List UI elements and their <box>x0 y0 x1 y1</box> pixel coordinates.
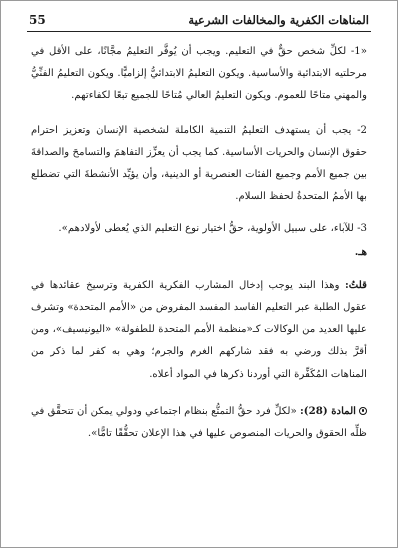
page-number: 55 <box>29 13 46 27</box>
paragraph-2: 2- يجب أن يستهدف التعليمُ التنمية الكاملة لشخصية الإنسان وتعزيز احترام حقوق الإنسان والحريات الأساسية. كما يجب أن يعزِّز التفاهمَ والتسامحَ والصداقةَ بين جميع الأمم وجميع الفئات العنصرية أو الدينية، وأن يؤيِّد الأنشطةَ التي تضطلع بها الأممُ المتحدةُ لحفظ السلام. <box>31 124 367 203</box>
article-paragraph <box>31 400 367 445</box>
commentary-label: قلتُ: <box>344 278 367 291</box>
running-header <box>29 11 369 29</box>
paragraph-3: 3- للآباء، على سبيل الأولوية، حقُّ اختيار نوع التعليم الذي يُعطى لأولادهم». <box>58 223 367 235</box>
header-title: المناهات الكفرية والمخالفات الشرعية <box>188 13 369 27</box>
end-mark: هـ. <box>354 245 367 258</box>
body-text <box>31 41 367 445</box>
article-text: «لكلِّ فرد حقُّ التمتُّع بنظام اجتماعي ودولي يمكن أن تتحقَّق في ظلِّه الحقوق والحريات المنصوص عليها في هذا الإعلان تحقُّقًا تامًّا». <box>31 405 367 440</box>
article-label: المادة (28): <box>300 404 356 417</box>
commentary-text: وهذا البند يوجب إدخال المشارب الفكرية الكفرية وترسيخ عقائدها في عقول الطلبة عبر التعليم الفاسد المفسد المفروض من «الأمم المتحدة» وتشرف عليها العديد من الوكالات كـ«منظمة الأمم المتحدة للطفولة» «اليونيسيف»، ومن أقرَّ بذلك ورضي به فقد شاركهم الغرم والجرم؛ وهي به كفر لما ذكر من المناهات المُكَفِّرة التي أوردنا ذكرها في المواد أعلاه. <box>31 279 367 380</box>
header-rule <box>27 31 371 32</box>
paragraph-1: «1- لكلِّ شخص حقٌّ في التعليم. ويجب أن يُوفَّر التعليمُ مجَّانًا، على الأقل في مرحلتيه الابتدائية والأساسية. ويكون التعليمُ الابتدائيُّ إلزاميًّا. ويكون التعليمُ الفنِّيُّ والمهني متاحًا للعموم. ويكون التعليمُ العالي مُتاحًا للجميع تبعًا لكفاءتهم. <box>31 46 367 102</box>
commentary-paragraph <box>31 274 367 386</box>
bullet-circle-icon <box>359 407 367 415</box>
